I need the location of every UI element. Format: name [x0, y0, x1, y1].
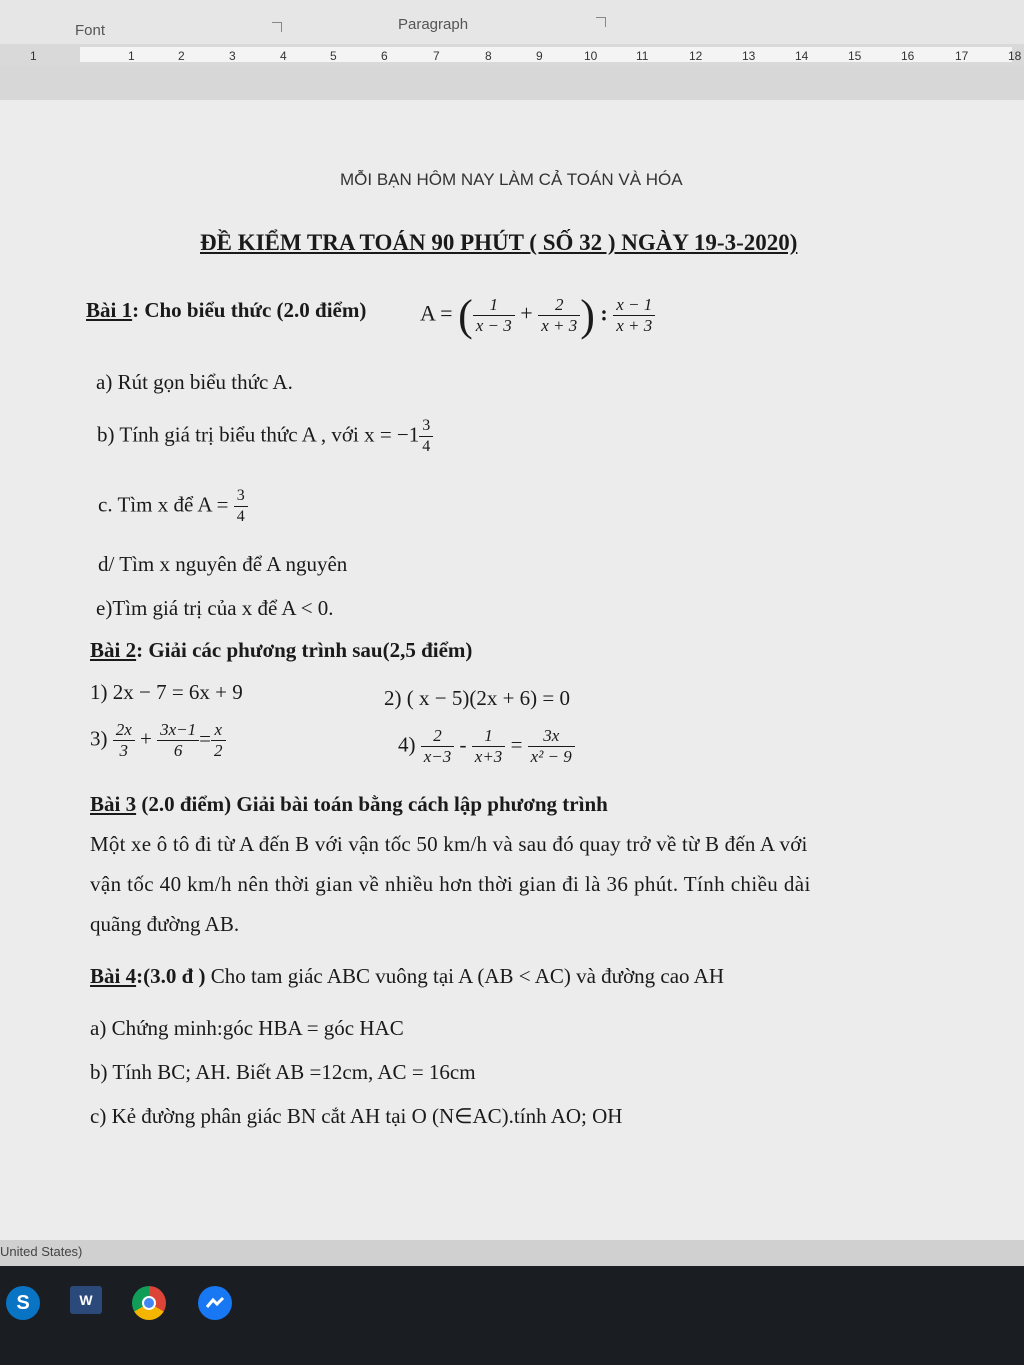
ruler-tick: 15: [848, 49, 862, 63]
ruler-tick: 12: [689, 49, 703, 63]
bai1-part-d: d/ Tìm x nguyên để A nguyên: [98, 552, 348, 576]
plus-sign: +: [520, 300, 533, 326]
fraction: $\frac{1}{x - 3}$: [473, 295, 515, 336]
bai2-eq4: 4) $\frac{2}{x-3}$ - $\frac{1}{x+3}$ = $\frac{3x}{\text{x² − 9}}$: [398, 726, 575, 767]
ruler-tick: 17: [955, 49, 969, 63]
bai4-part-c: c) Kẻ đường phân giác BN cắt AH tại O (N∈AC).tính AO; OH: [90, 1104, 623, 1128]
messenger-icon[interactable]: [198, 1286, 232, 1320]
paragraph-dialog-launcher-icon[interactable]: [596, 17, 606, 27]
bai1-heading: [86, 298, 366, 323]
ruler-tick: 16: [901, 49, 915, 63]
ruler-tick: 11: [636, 49, 649, 63]
bai1-part-e: e)Tìm giá trị của x để A < 0.: [96, 596, 334, 620]
fraction: $\frac{3x-1}{6}$: [157, 720, 199, 761]
bai4-part-a: a) Chứng minh:góc HBA = góc HAC: [90, 1016, 404, 1040]
bai3-line2: vận tốc 40 km/h nên thời gian về nhiều hơn thời gian đi là 36 phút. Tính chiều dài: [90, 872, 811, 896]
fraction: $\frac{3}{4}$: [234, 486, 248, 527]
bai3-line3: quãng đường AB.: [90, 912, 240, 936]
skype-icon[interactable]: S: [6, 1286, 40, 1320]
ruler-tick: 5: [330, 49, 337, 63]
bai1-label: Bài 1: [86, 298, 133, 322]
document-page[interactable]: [0, 100, 1024, 1240]
open-paren: (: [458, 291, 473, 340]
bai1-intro: : Cho biểu thức (2.0 điểm): [132, 298, 367, 322]
fraction: $\frac{x}{2}$: [211, 720, 226, 761]
fraction: $\frac{2}{x-3}$: [421, 726, 455, 767]
bai1-expression: [420, 290, 655, 341]
bai1-part-a: a) Rút gọn biểu thức A.: [96, 370, 293, 394]
ruler-tick: 7: [433, 49, 440, 63]
taskbar: [0, 1266, 1024, 1365]
bai2-eq2: 2) ( x − 5)(2x + 6) = 0: [384, 686, 570, 710]
bai1-part-c: c. Tìm x để A = $\frac{3}{4}$: [98, 486, 248, 527]
expr-a: A =: [420, 300, 453, 326]
ruler-tick: 3: [229, 49, 236, 63]
ruler-tick: 10: [584, 49, 598, 63]
font-group-label: Font: [75, 22, 106, 39]
ruler-tick: 18: [1008, 49, 1022, 63]
fraction: $\frac{3x}{\text{x² − 9}}$: [528, 726, 575, 767]
ruler-tick: 6: [381, 49, 388, 63]
ruler-tick: 1: [30, 49, 37, 63]
chrome-icon[interactable]: [132, 1286, 166, 1320]
bai3-heading: Bài 3 (2.0 điểm) Giải bài toán bằng cách lập phương trình: [90, 792, 608, 816]
word-icon[interactable]: W: [70, 1286, 102, 1314]
ruler-tick: 4: [280, 49, 287, 63]
ruler-tick: 13: [742, 49, 756, 63]
bai2-eq1: 1) 2x − 7 = 6x + 9: [90, 680, 243, 704]
fraction: $\frac{2x}{3}$: [113, 720, 135, 761]
language-status[interactable]: United States): [0, 1244, 83, 1259]
ruler-text-area: [80, 47, 1012, 62]
fraction: $\frac{1}{x+3}$: [472, 726, 506, 767]
bai3-line1: Một xe ô tô đi từ A đến B với vận tốc 50 km/h và sau đó quay trở về từ B đến A với: [90, 832, 808, 856]
ribbon: [0, 0, 1024, 44]
bai4-part-b: b) Tính BC; AH. Biết AB =12cm, AC = 16cm: [90, 1060, 476, 1084]
ruler-tick: 14: [795, 49, 809, 63]
divide-sign: :: [600, 300, 608, 326]
bai2-eq3: 3) $\frac{2x}{3}$ + $\frac{3x-1}{6}$ = $\frac{x}{2}$: [90, 720, 226, 761]
fraction: $\frac{2}{x + 3}$: [538, 295, 580, 336]
heading-note: MỖI BẠN HÔM NAY LÀM CẢ TOÁN VÀ HÓA: [340, 170, 683, 189]
ruler-tick: 8: [485, 49, 492, 63]
page-gap: [0, 66, 1024, 100]
bai1-part-b: b) Tính giá trị biểu thức A , với x = −1 $\frac{3}{4}$: [97, 416, 433, 457]
ruler-tick: 1: [128, 49, 135, 63]
page-title: ĐỀ KIỂM TRA TOÁN 90 PHÚT ( SỐ 32 ) NGÀY 19-3-2020): [200, 230, 798, 255]
bai4-heading: Bài 4:(3.0 đ ) Cho tam giác ABC vuông tại A (AB < AC) và đường cao AH: [90, 964, 724, 988]
font-dialog-launcher-icon[interactable]: [272, 22, 282, 32]
close-paren: ): [580, 291, 595, 340]
status-bar: [0, 1240, 1024, 1266]
paragraph-group-label: Paragraph: [398, 16, 469, 33]
ruler-tick: 2: [178, 49, 185, 63]
horizontal-ruler[interactable]: [0, 44, 1024, 67]
bai2-heading: Bài 2: Giải các phương trình sau(2,5 điểm): [90, 638, 473, 662]
fraction: $\frac{x - 1}{x + 3}$: [613, 295, 655, 336]
fraction: $\frac{3}{4}$: [419, 416, 433, 457]
ruler-tick: 9: [536, 49, 543, 63]
